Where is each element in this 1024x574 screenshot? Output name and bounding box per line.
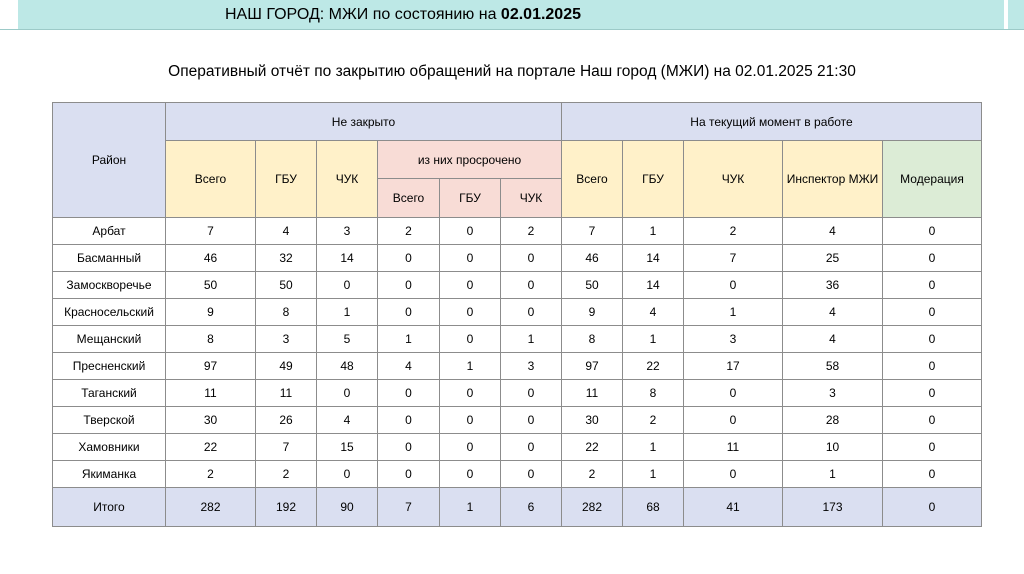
table-cell: 0 [883, 461, 982, 488]
table-row [53, 218, 982, 245]
table-cell: 68 [623, 488, 684, 527]
table-cell: 50 [166, 272, 256, 299]
table-cell: 4 [783, 299, 883, 326]
table-cell: 2 [684, 218, 783, 245]
table-cell: 28 [783, 407, 883, 434]
table-cell: 0 [440, 326, 501, 353]
col-header-gbu: ГБУ [256, 141, 317, 218]
header-title-prefix: НАШ ГОРОД: МЖИ по состоянию на [224, 6, 501, 23]
table-cell: 11 [166, 380, 256, 407]
table-cell: 3 [256, 326, 317, 353]
table-cell: 46 [562, 245, 623, 272]
district-name: Тверской [53, 407, 166, 434]
table-row [53, 353, 982, 380]
table-cell: 2 [501, 218, 562, 245]
table-cell: 2 [378, 218, 440, 245]
district-name: Басманный [53, 245, 166, 272]
table-header-row-2 [53, 141, 982, 179]
table-cell: 0 [317, 380, 378, 407]
table-cell: 1 [684, 299, 783, 326]
table-cell: 4 [783, 326, 883, 353]
table-cell: 0 [883, 407, 982, 434]
table-cell: 0 [440, 407, 501, 434]
table-cell: 8 [623, 380, 684, 407]
table-cell: 8 [562, 326, 623, 353]
table-row [53, 407, 982, 434]
table-cell: 11 [256, 380, 317, 407]
table-cell: 3 [501, 353, 562, 380]
table-cell: 49 [256, 353, 317, 380]
table-cell: 1 [317, 299, 378, 326]
table-cell: 17 [684, 353, 783, 380]
table-cell: 5 [317, 326, 378, 353]
col-header-overdue-gbu: ГБУ [440, 179, 501, 218]
table-cell: 173 [783, 488, 883, 527]
table-cell: 0 [501, 272, 562, 299]
table-cell: 0 [883, 245, 982, 272]
table-cell: 9 [166, 299, 256, 326]
table-cell: 46 [166, 245, 256, 272]
table-cell: 9 [562, 299, 623, 326]
table-cell: 10 [783, 434, 883, 461]
col-header-total: Всего [166, 141, 256, 218]
table-cell: 11 [562, 380, 623, 407]
col-header-chuk: ЧУК [317, 141, 378, 218]
header-title-date: 02.01.2025 [500, 6, 581, 23]
table-cell: 0 [684, 380, 783, 407]
table-cell: 282 [166, 488, 256, 527]
table-cell: 22 [623, 353, 684, 380]
table-header-row-1 [53, 103, 982, 141]
table-cell: 0 [883, 353, 982, 380]
table-cell: 0 [378, 407, 440, 434]
table-cell: 0 [440, 272, 501, 299]
col-header-work-chuk: ЧУК [684, 141, 783, 218]
table-cell: 90 [317, 488, 378, 527]
table-row [53, 380, 982, 407]
district-header: Район [53, 103, 166, 218]
table-cell: 0 [440, 245, 501, 272]
table-body [53, 218, 982, 488]
district-name: Таганский [53, 380, 166, 407]
table-cell: 0 [317, 461, 378, 488]
table-cell: 8 [166, 326, 256, 353]
table-cell: 36 [783, 272, 883, 299]
table-row [53, 299, 982, 326]
table-cell: 4 [783, 218, 883, 245]
table-cell: 1 [623, 326, 684, 353]
col-header-moderation: Модерация [883, 141, 982, 218]
table-cell: 8 [256, 299, 317, 326]
table-cell: 0 [501, 434, 562, 461]
table-cell: 192 [256, 488, 317, 527]
table-cell: 22 [166, 434, 256, 461]
table-cell: 0 [378, 299, 440, 326]
table-cell: 2 [562, 461, 623, 488]
header-background [18, 0, 1004, 30]
table-cell: 2 [166, 461, 256, 488]
table-cell: 7 [562, 218, 623, 245]
not-closed-header: Не закрыто [166, 103, 562, 141]
district-name: Хамовники [53, 434, 166, 461]
header-title [18, 0, 788, 30]
table-cell: 0 [440, 218, 501, 245]
table-cell: 15 [317, 434, 378, 461]
district-name: Красносельский [53, 299, 166, 326]
table-cell: 0 [501, 245, 562, 272]
table-cell: 7 [684, 245, 783, 272]
header-divider [0, 29, 1024, 30]
table-cell: 14 [623, 272, 684, 299]
table-cell: 0 [883, 380, 982, 407]
table-cell: 30 [166, 407, 256, 434]
report-title: Оперативный отчёт по закрытию обращений на портале Наш город (МЖИ) на 02.01.2025 21:30 [168, 63, 856, 80]
table-row [53, 272, 982, 299]
table-cell: 1 [623, 218, 684, 245]
table-cell: 14 [317, 245, 378, 272]
table-cell: 48 [317, 353, 378, 380]
table-cell: 30 [562, 407, 623, 434]
table-cell: 0 [378, 380, 440, 407]
district-name: Замоскворечье [53, 272, 166, 299]
table-cell: 0 [883, 299, 982, 326]
col-header-work-total: Всего [562, 141, 623, 218]
table-cell: 1 [783, 461, 883, 488]
table-cell: 3 [783, 380, 883, 407]
table-cell: 0 [501, 380, 562, 407]
table-cell: 282 [562, 488, 623, 527]
table-cell: 0 [684, 272, 783, 299]
table-cell: 0 [317, 272, 378, 299]
in-work-header: На текущий момент в работе [562, 103, 982, 141]
table-cell: 0 [684, 461, 783, 488]
table-cell: 14 [623, 245, 684, 272]
table-cell: 58 [783, 353, 883, 380]
table-cell: 1 [623, 434, 684, 461]
col-header-inspector: Инспектор МЖИ [783, 141, 883, 218]
table-cell: 97 [166, 353, 256, 380]
district-name: Якиманка [53, 461, 166, 488]
table-cell: 32 [256, 245, 317, 272]
table-cell: 4 [256, 218, 317, 245]
table-cell: 4 [378, 353, 440, 380]
overdue-header: из них просрочено [378, 141, 562, 179]
table-cell: 0 [378, 434, 440, 461]
table-cell: 50 [562, 272, 623, 299]
table-cell: 0 [883, 488, 982, 527]
table-cell: 0 [440, 380, 501, 407]
table-cell: 0 [501, 407, 562, 434]
col-header-overdue-chuk: ЧУК [501, 179, 562, 218]
table-cell: 4 [317, 407, 378, 434]
table-cell: 50 [256, 272, 317, 299]
table-cell: 0 [440, 434, 501, 461]
district-name: Пресненский [53, 353, 166, 380]
table-cell: 3 [684, 326, 783, 353]
table-cell: 1 [440, 353, 501, 380]
table-cell: 0 [378, 461, 440, 488]
table-row [53, 245, 982, 272]
table-cell: 7 [378, 488, 440, 527]
table-row [53, 434, 982, 461]
table-cell: 0 [378, 272, 440, 299]
header-accent [1008, 0, 1024, 30]
table-cell: 4 [623, 299, 684, 326]
table-cell: 7 [166, 218, 256, 245]
table-cell: 0 [883, 326, 982, 353]
table-cell: 0 [684, 407, 783, 434]
district-name: Мещанский [53, 326, 166, 353]
col-header-overdue-total: Всего [378, 179, 440, 218]
table-cell: 0 [378, 245, 440, 272]
table-cell: 0 [883, 434, 982, 461]
table-row [53, 461, 982, 488]
table-cell: 41 [684, 488, 783, 527]
table-cell: 25 [783, 245, 883, 272]
table-cell: 3 [317, 218, 378, 245]
table-cell: 6 [501, 488, 562, 527]
col-header-work-gbu: ГБУ [623, 141, 684, 218]
table-cell: 0 [501, 461, 562, 488]
total-row [53, 488, 982, 527]
table-cell: 26 [256, 407, 317, 434]
table-cell: 1 [440, 488, 501, 527]
table-cell: 0 [883, 218, 982, 245]
table-cell: 97 [562, 353, 623, 380]
table-cell: 0 [883, 272, 982, 299]
table-cell: 0 [440, 461, 501, 488]
district-name: Арбат [53, 218, 166, 245]
table-cell: 11 [684, 434, 783, 461]
table-cell: 22 [562, 434, 623, 461]
table-cell: 7 [256, 434, 317, 461]
table-cell: 0 [501, 299, 562, 326]
table-cell: 2 [256, 461, 317, 488]
table-cell: 2 [623, 407, 684, 434]
table-cell: 1 [501, 326, 562, 353]
header-bar [0, 0, 1024, 30]
total-label: Итого [53, 488, 166, 527]
table-cell: 0 [440, 299, 501, 326]
table-row [53, 326, 982, 353]
table-cell: 1 [378, 326, 440, 353]
report-table [52, 102, 982, 527]
table-cell: 1 [623, 461, 684, 488]
